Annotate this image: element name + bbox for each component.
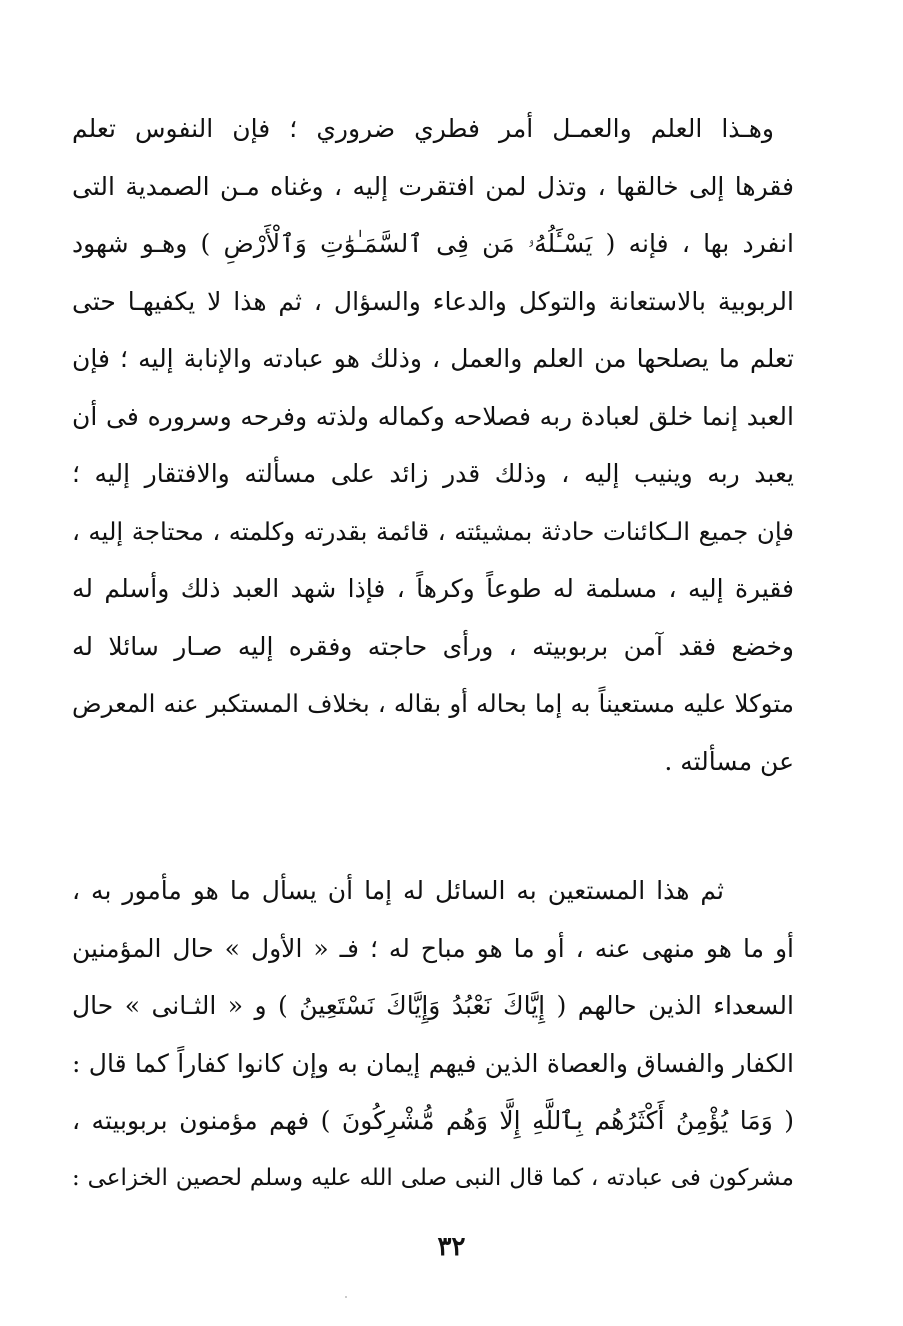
text-line: فقرها إلى خالقها ، وتذل لمن افتقرت إليه ، وغناه مـن الصمدية التى bbox=[72, 171, 794, 201]
text-line: فإن جميع الـكائنات حادثة بمشيئته ، قائمة بقدرته وكلمته ، محتاجة إليه ، bbox=[72, 516, 794, 546]
paragraph-2 bbox=[72, 862, 794, 1207]
text-line: عن مسألته . bbox=[664, 746, 794, 776]
text-line: العبد إنما خلق لعبادة ربه فصلاحه وكماله ولذته وفرحه وسروره فى أن bbox=[72, 401, 794, 431]
text-line: الربوبية بالاستعانة والتوكل والدعاء والسؤال ، ثم هذا لا يكفيهـا حتى bbox=[72, 286, 794, 316]
text-line-with-quran-quote: السعداء الذين حالهم ( إِيَّاكَ نَعْبُدُ وَإِيَّاكَ نَسْتَعِينُ ) و « الثـانى » حال bbox=[72, 991, 794, 1020]
text-line: متوكلا عليه مستعيناً به إما بحاله أو بقاله ، بخلاف المستكبر عنه المعرض bbox=[72, 689, 794, 718]
text-line: وهـذا العلم والعمـل أمر فطري ضروري ؛ فإن النفوس تعلم bbox=[72, 114, 774, 143]
text-line-with-quran-quote: ( وَمَا يُؤْمِنُ أَكْثَرُهُم بِٱللَّهِ إِلَّا وَهُم مُّشْرِكُونَ ) فهم مؤمنون بربوبيته ، bbox=[72, 1106, 794, 1135]
paragraph-1 bbox=[72, 100, 794, 790]
paper-speck bbox=[345, 1296, 347, 1298]
text-line: مشركون فى عبادته ، كما قال النبى صلى الله عليه وسلم لحصين الخزاعى : bbox=[72, 1164, 794, 1191]
text-line: فقيرة إليه ، مسلمة له طوعاً وكرهاً ، فإذا شهد العبد ذلك وأسلم له bbox=[72, 574, 794, 603]
text-line: وخضع فقد آمن بربوبيته ، ورأى حاجته وفقره إليه صـار سائلا له bbox=[72, 631, 794, 661]
text-line: الكفار والفساق والعصاة الذين فيهم إيمان به وإن كانوا كفاراً كما قال : bbox=[72, 1048, 794, 1078]
text-line: ثم هذا المستعين به السائل له إما أن يسأل ما هو مأمور به ، bbox=[72, 876, 724, 905]
text-line: أو ما هو منهى عنه ، أو ما هو مباح له ؛ فـ « الأول » حال المؤمنين bbox=[72, 933, 794, 963]
text-line: تعلم ما يصلحها من العلم والعمل ، وذلك هو عبادته والإنابة إليه ؛ فإن bbox=[72, 344, 794, 373]
text-line: يعبد ربه وينيب إليه ، وذلك قدر زائد على مسألته والافتقار إليه ؛ bbox=[72, 459, 794, 488]
text-line-with-quran-quote: انفرد بها ، فإنه ( يَسْـَٔلُهُۥ مَن فِى ٱلسَّمَـٰوَٰتِ وَٱلْأَرْضِ ) وهـو شهود bbox=[72, 229, 794, 258]
page-number: ٣٢ bbox=[437, 1232, 466, 1262]
